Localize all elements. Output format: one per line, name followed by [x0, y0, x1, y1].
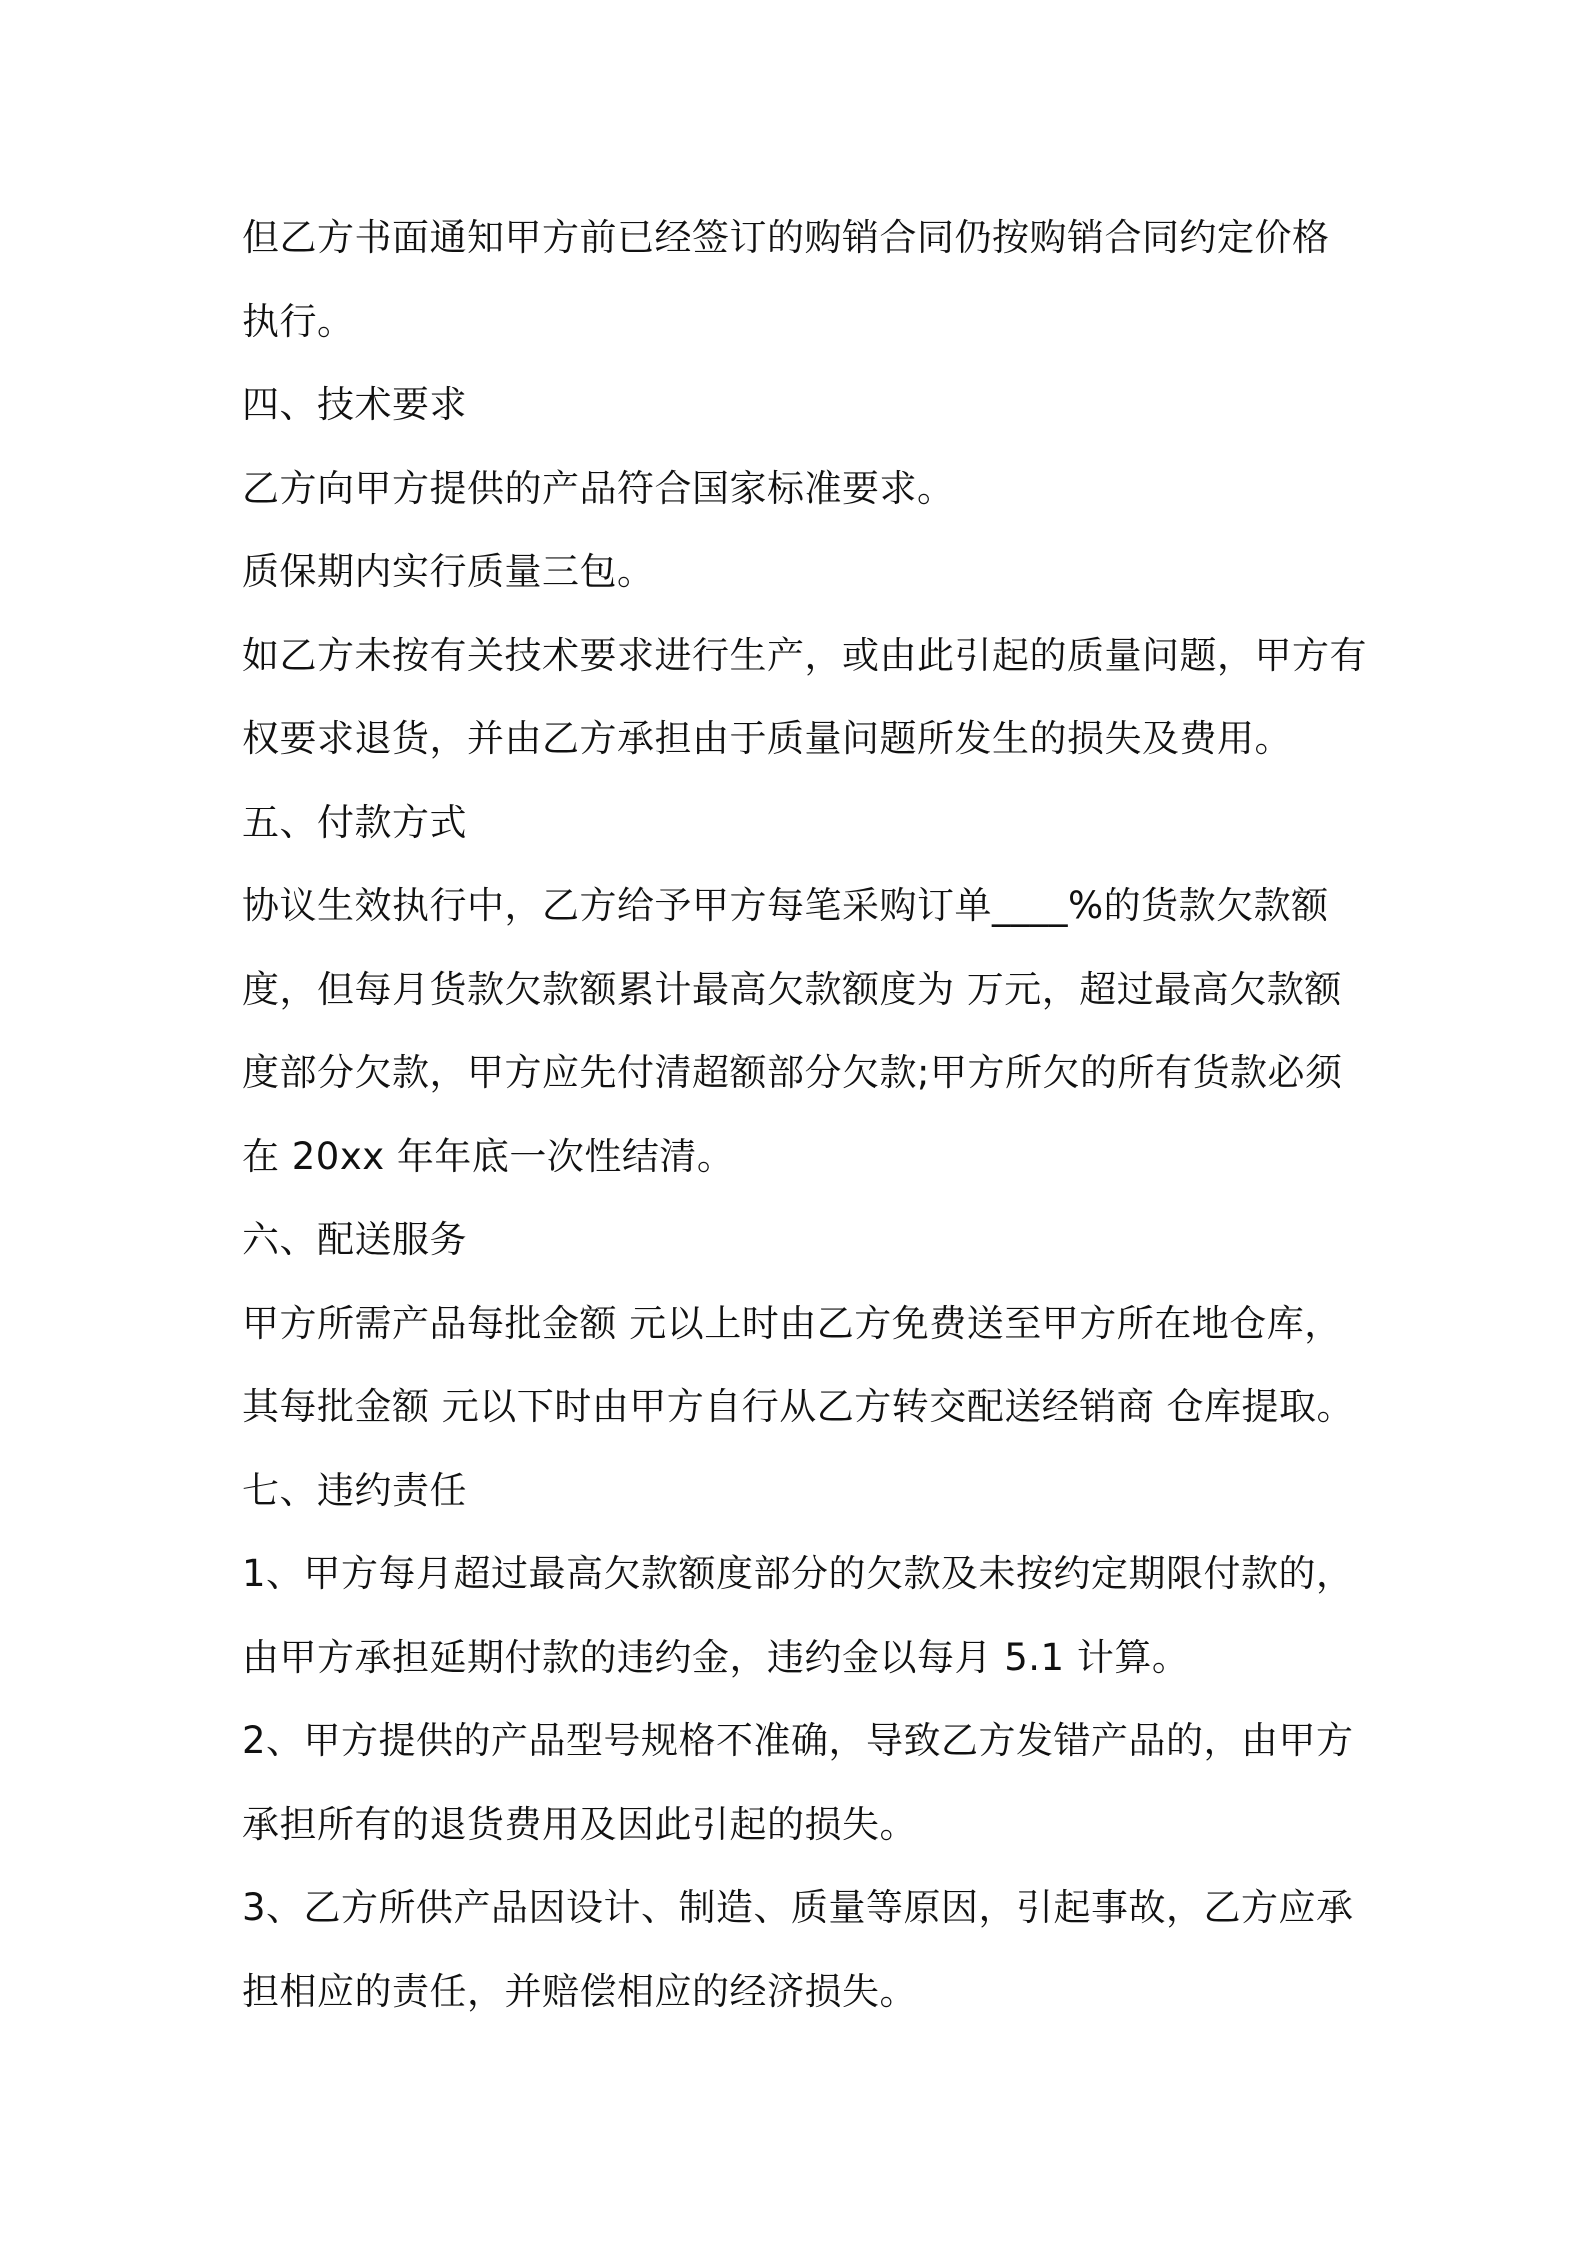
text-line: 权要求退货，并由乙方承担由于质量问题所发生的损失及费用。 — [242, 717, 1292, 760]
text-line: 如乙方未按有关技术要求进行生产，或由此引起的质量问题，甲方有 — [242, 633, 1367, 677]
section-heading: 七、违约责任 — [242, 1468, 467, 1512]
text-line: 协议生效执行中，乙方给予甲方每笔采购订单____%的货款欠款额 — [242, 884, 1329, 927]
text-line: 但乙方书面通知甲方前已经签订的购销合同仍按购销合同约定价格 — [242, 216, 1330, 259]
text-line: 3、乙方所供产品因设计、制造、质量等原因，引起事故，乙方应承 — [242, 1886, 1354, 1929]
text-line: 担相应的责任，并赔偿相应的经济损失。 — [242, 1969, 917, 2013]
section-heading: 六、配送服务 — [242, 1218, 467, 1261]
text-line: 在 20xx 年年底一次性结清。 — [242, 1134, 735, 1178]
text-line: 甲方所需产品每批金额 元以上时由乙方免费送至甲方所在地仓库， — [242, 1301, 1342, 1345]
text-line: 由甲方承担延期付款的违约金，违约金以每月 5.1 计算。 — [242, 1635, 1190, 1679]
section-heading: 五、付款方式 — [242, 800, 467, 844]
section-heading: 四、技术要求 — [242, 383, 467, 426]
text-line: 度部分欠款，甲方应先付清超额部分欠款;甲方所欠的所有货款必须 — [242, 1051, 1343, 1094]
text-line: 承担所有的退货费用及因此引起的损失。 — [242, 1802, 917, 1846]
text-line: 其每批金额 元以下时由甲方自行从乙方转交配送经销商 仓库提取。 — [242, 1385, 1355, 1428]
text-line: 1、甲方每月超过最高欠款额度部分的欠款及未按约定期限付款的， — [242, 1552, 1354, 1595]
text-line: 乙方向甲方提供的产品符合国家标准要求。 — [242, 466, 955, 510]
text-line: 执行。 — [242, 299, 355, 343]
text-line: 2、甲方提供的产品型号规格不准确，导致乙方发错产品的，由甲方 — [242, 1719, 1354, 1762]
text-line: 度，但每月货款欠款额累计最高欠款额度为 万元，超过最高欠款额 — [242, 967, 1342, 1011]
document-body — [242, 196, 1367, 2033]
text-line: 质保期内实行质量三包。 — [242, 550, 655, 593]
